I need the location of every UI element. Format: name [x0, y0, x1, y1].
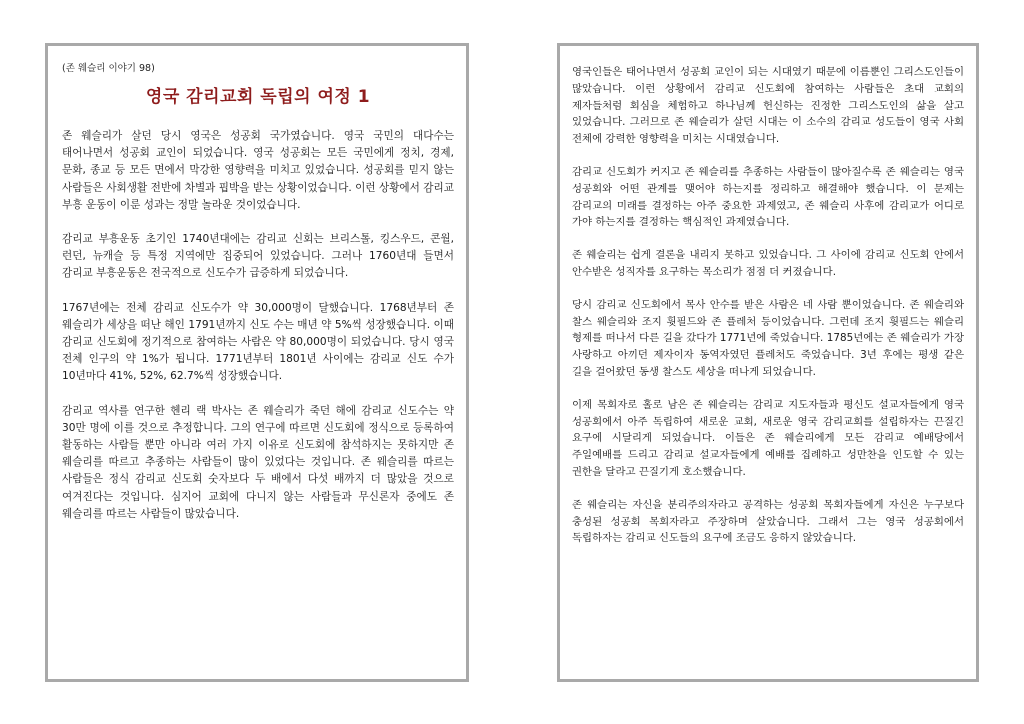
- series-label: (존 웨슬리 이야기 98): [62, 63, 155, 74]
- right-paragraph-2: 감리교 신도회가 커지고 존 웨슬리를 추종하는 사람들이 많아질수록 존 웨슬리는 영국 성공회와 어떤 관계를 맺어야 하는지를 정리하고 해결해야 했습니다. 이 문제는 감리교의 미래를 결정하는 아주 중요한 과제였고, 존 웨슬리 사후에 감리교가 어디로 가야 하는지를 결정하는 핵심적인 과제였습니다.: [572, 165, 964, 229]
- left-page: [45, 43, 469, 682]
- left-paragraph-1: 존 웨슬리가 살던 당시 영국은 성공회 국가였습니다. 영국 국민의 대다수는 태어나면서 성공회 교인이 되었습니다. 영국 성공회는 모든 국민에게 정치, 경제, 문화, 종교 등 모든 면에서 막강한 영향력을 미치고 있었습니다. 성공회를 믿지 않는 사람들은 사회생활 전반에 차별과 핍박을 받는 상황이었습니다. 이런 상황에서 감리교 부흥 운동이 이룬 성과는 정말 놀라운 것이었습니다.: [62, 130, 454, 211]
- left-paragraph-4: 감리교 역사를 연구한 헨리 랙 박사는 존 웨슬리가 죽던 해에 감리교 신도수는 약 30만 명에 이를 것으로 추정합니다. 그의 연구에 따르면 신도회에 정식으로 등록하여 활동하는 사람들 뿐만 아니라 여러 가지 이유로 신도회에 참석하지는 못하지만 존 웨슬리를 따르고 추종하는 사람들이 많이 있었다는 것입니다. 존 웨슬리를 따르는 사람들은 정식 감리교 신도회 숫자보다 두 배에서 다섯 배까지 더 많았을 것으로 여겨진다는 것입니다. 심지어 교회에 다니지 않는 사람들과 무신론자 중에도 존 웨슬리를 따르는 사람들이 많았습니다.: [62, 404, 454, 520]
- left-paragraph-3: 1767년에는 전체 감리교 신도수가 약 30,000명이 달했습니다. 1768년부터 존 웨슬리가 세상을 떠난 해인 1791년까지 신도 수는 매년 약 5%씩 성장했습니다. 이때 감리교 신도회에 정기적으로 참여하는 사람은 약 80,000명이 되었습니다. 당시 영국 전체 인구의 약 1%가 됩니다. 1771년부터 1801년 사이에는 감리교 신도 수가 10년마다 41%, 52%, 62.7%씩 성장했습니다.: [62, 301, 454, 383]
- right-paragraph-1: 영국인들은 태어나면서 성공회 교인이 되는 시대였기 때문에 이름뿐인 그리스도인들이 많았습니다. 이런 상황에서 감리교 신도회에 참여하는 사람들은 초대 교회의 제자들처럼 회심을 체험하고 하나님께 헌신하는 진정한 그리스도인의 삶을 살고 있었습니다. 그러므로 존 웨슬리가 살던 시대는 이 소수의 감리교 성도들이 영국 사회 전체에 강력한 영향력을 미치는 시대였습니다.: [572, 66, 964, 146]
- right-page: [557, 43, 979, 682]
- right-paragraph-3: 존 웨슬리는 쉽게 결론을 내리지 못하고 있었습니다. 그 사이에 감리교 신도회 안에서 안수받은 성직자를 요구하는 목소리가 점점 더 커졌습니다.: [572, 249, 964, 278]
- right-paragraph-5: 이제 목회자로 홀로 남은 존 웨슬리는 감리교 지도자들과 평신도 설교자들에게 영국 성공회에서 아주 독립하여 새로운 교회, 새로운 영국 감리교회를 설립하자는 끈질긴 요구에 시달리게 되었습니다. 이들은 존 웨슬리에게 모든 감리교 예배당에서 주일예배를 드리고 감리교 설교자들에게 예배를 집례하고 성만찬을 인도할 수 있는 권한을 달라고 끈질기게 호소했습니다.: [572, 398, 964, 478]
- left-paragraph-2: 감리교 부흥운동 초기인 1740년대에는 감리교 신회는 브리스톨, 킹스우드, 콘월, 런던, 뉴캐슬 등 특정 지역에만 집중되어 있었습니다. 그러나 1760년대 들면서 감리교 부흥운동은 전국적으로 신도수가 급증하게 되었습니다.: [62, 233, 454, 280]
- right-paragraph-6: 존 웨슬리는 자신을 분리주의자라고 공격하는 성공회 목회자들에게 자신은 누구보다 충성된 성공회 목회자라고 주장하며 살았습니다. 그래서 그는 영국 성공회에서 독립하자는 감리교 신도들의 요구에 조금도 응하지 않았습니다.: [572, 498, 964, 545]
- right-paragraph-4: 당시 감리교 신도회에서 목사 안수를 받은 사람은 네 사람 뿐이었습니다. 존 웨슬리와 찰스 웨슬리와 조지 휫필드와 존 플레처 등이었습니다. 그런데 조지 휫필드는 웨슬리 형제를 떠나서 다른 길을 갔다가 1771년에 죽었습니다. 1785년에는 존 웨슬리가 가장 사랑하고 아끼던 제자이자 동역자였던 플레처도 죽었습니다. 3년 후에는 평생 같은 길을 걸어왔던 동생 찰스도 세상을 떠나게 되었습니다.: [572, 298, 964, 378]
- page-title: 영국 감리교회 독립의 여정 1: [145, 87, 371, 107]
